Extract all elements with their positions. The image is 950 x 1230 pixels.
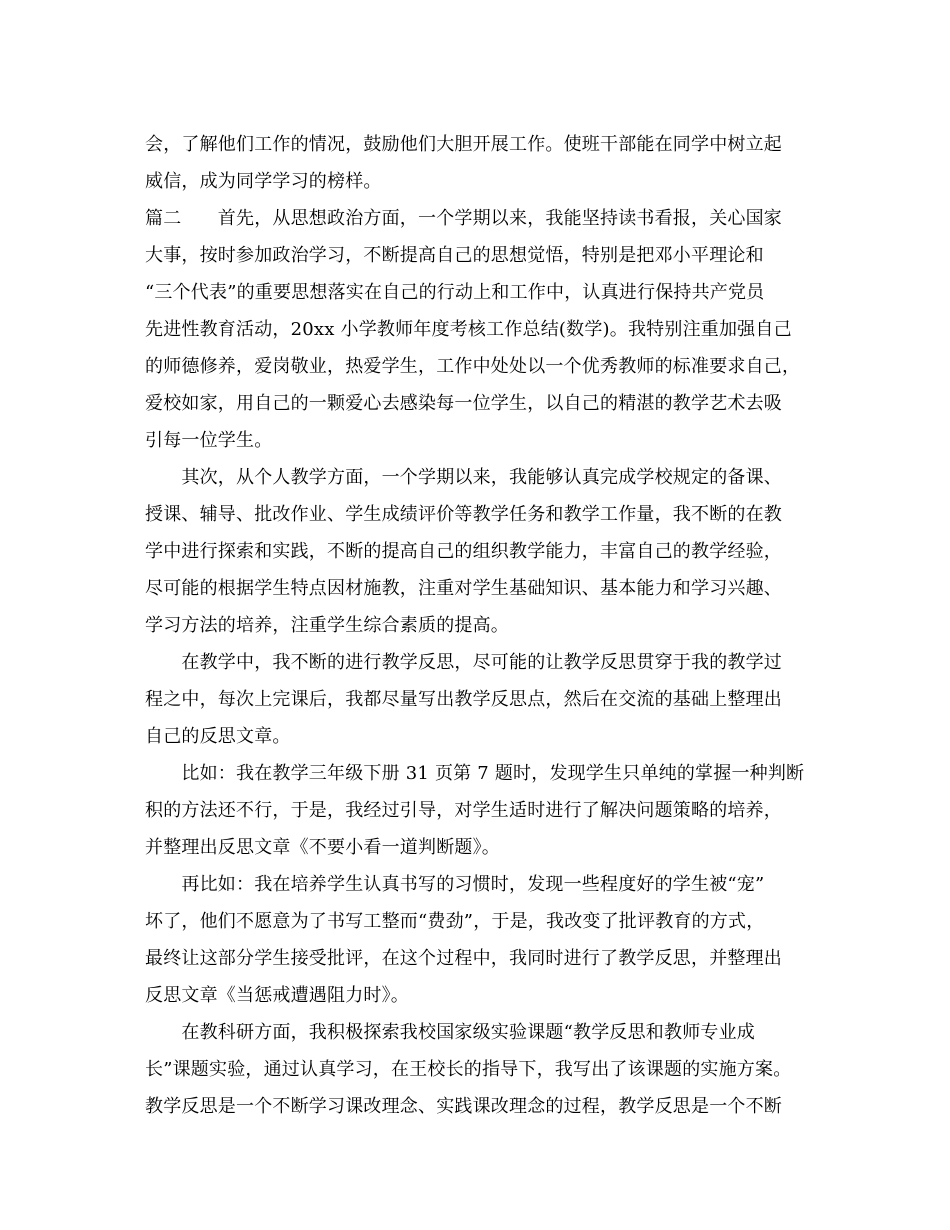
text-line: 坏了，他们不愿意为了书写工整而“费劲”，于是，我改变了批评教育的方式， bbox=[145, 911, 765, 932]
text-line: 大事，按时参加政治学习，不断提高自己的思想觉悟，特别是把邓小平理论和 bbox=[145, 245, 764, 266]
text-line: 并整理出反思文章《不要小看一道判断题》。 bbox=[145, 837, 500, 858]
text-line: 先进性教育活动，20xx 小学教师年度考核工作总结(数学)。我特别注重加强自己 bbox=[145, 319, 792, 340]
text-line: 比如：我在教学三年级下册 31 页第 7 题时，发现学生只单纯的掌握一种判断 bbox=[145, 763, 805, 784]
text-line: 篇二 首先，从思想政治方面，一个学期以来，我能坚持读书看报，关心国家 bbox=[145, 208, 782, 229]
text-line: “三个代表”的重要思想落实在自己的行动上和工作中，认真进行保持共产党员 bbox=[145, 282, 765, 303]
text-line: 在教学中，我不断的进行教学反思，尽可能的让教学反思贯穿于我的教学过 bbox=[145, 652, 782, 673]
text-line: 再比如：我在培养学生认真书写的习惯时，发现一些程度好的学生被“宠” bbox=[145, 874, 765, 895]
text-line: 教学反思是一个不断学习课改理念、实践课改理念的过程，教学反思是一个不断 bbox=[145, 1096, 782, 1117]
text-line: 会，了解他们工作的情况，鼓励他们大胆开展工作。使班干部能在同学中树立起 bbox=[145, 134, 782, 155]
text-line: 学中进行探索和实践，不断的提高自己的组织教学能力，丰富自己的教学经验， bbox=[145, 541, 782, 562]
text-line: 程之中，每次上完课后，我都尽量写出教学反思点，然后在交流的基础上整理出 bbox=[145, 689, 782, 710]
text-line: 积的方法还不行，于是，我经过引导，对学生适时进行了解决问题策略的培养， bbox=[145, 800, 782, 821]
text-line: 威信，成为同学学习的榜样。 bbox=[145, 171, 382, 192]
document-body bbox=[145, 126, 815, 1125]
text-line: 授课、辅导、批改作业、学生成绩评价等教学任务和教学工作量，我不断的在教 bbox=[145, 504, 782, 525]
text-line: 的师德修养，爱岗敬业，热爱学生，工作中处处以一个优秀教师的标准要求自己， bbox=[145, 356, 801, 377]
text-line: 爱校如家，用自己的一颗爱心去感染每一位学生，以自己的精湛的教学艺术去吸 bbox=[145, 393, 782, 414]
text-line: 长”课题实验，通过认真学习，在王校长的指导下，我写出了该课题的实施方案。 bbox=[145, 1059, 792, 1080]
text-line: 在教科研方面，我积极探索我校国家级实验课题“教学反思和教师专业成 bbox=[145, 1022, 755, 1043]
text-line: 其次，从个人教学方面，一个学期以来，我能够认真完成学校规定的备课、 bbox=[145, 467, 782, 488]
text-line: 自己的反思文章。 bbox=[145, 726, 291, 747]
text-line: 最终让这部分学生接受批评，在这个过程中，我同时进行了教学反思，并整理出 bbox=[145, 948, 782, 969]
text-line: 学习方法的培养，注重学生综合素质的提高。 bbox=[145, 615, 509, 636]
text-line: 尽可能的根据学生特点因材施教，注重对学生基础知识、基本能力和学习兴趣、 bbox=[145, 578, 782, 599]
text-line: 反思文章《当惩戒遭遇阻力时》。 bbox=[145, 985, 409, 1006]
text-line: 引每一位学生。 bbox=[145, 430, 273, 451]
